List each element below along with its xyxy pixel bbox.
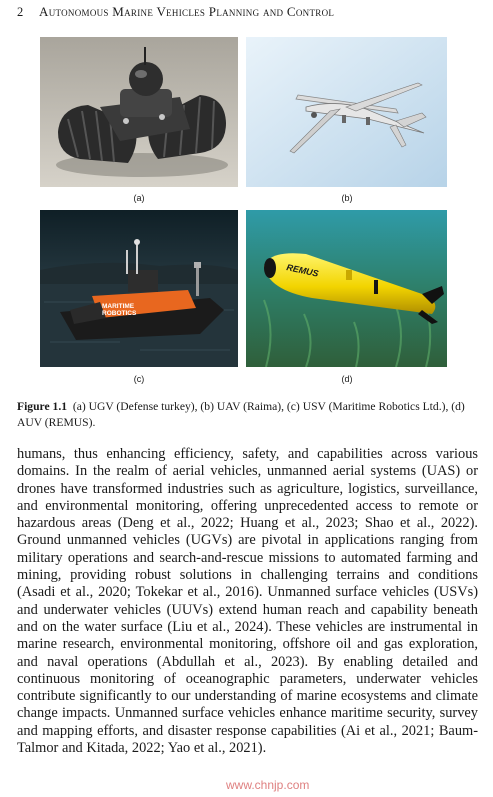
running-header	[17, 4, 334, 20]
boat-text-2: ROBOTICS	[102, 310, 137, 317]
photo-auv	[246, 210, 447, 367]
boat-text-1: MARITIME	[102, 303, 135, 310]
figure-caption-label: Figure 1.1	[17, 400, 68, 413]
auv-hull-text: REMUS	[285, 262, 320, 279]
watermark: www.chnjp.com	[226, 778, 310, 792]
photo-ugv	[40, 37, 238, 187]
running-title: Autonomous Marine Vehicles Planning and Control	[39, 4, 335, 19]
panel-c-label: (c)	[133, 374, 145, 384]
panel-a-label: (a)	[133, 193, 145, 203]
photo-uav	[246, 37, 447, 187]
body-paragraph: humans, thus enhancing efficiency, safety, and capabilities across various domains. In the realm of aerial vehicles, unmanned aerial systems (UAS) or drones have transformed industries such as agriculture, logistics, surveillance, and environmental monitoring, offering unprecedented access to remote or hazardous areas (Deng et al., 2022; Huang et al., 2023; Shao et al., 2022). Ground unmanned vehicles (UGVs) are pivotal in applications ranging from military operations and search-and-rescue missions to automated farming and mining, providing robust solutions in challenging terrains and conditions (Asadi et al., 2020; Tokekar et al., 2016). Unmanned surface vehicles (USVs) and underwater vehicles (UUVs) extend human reach and capability beneath and on the water surface (Liu et al., 2024). These vehicles are instrumental in marine research, environmental monitoring, offshore oil and gas exploration, and naval operations (Abdullah et al., 2023). By enabling detailed and continuous monitoring of oceanographic parameters, underwater vehicles contribute significantly to our understanding of marine ecosystems and climate change impacts. Unmanned surface vehicles enhance maritime security, survey and mapping efforts, and disaster response capabilities (Ai et al., 2021; Baum-Talmor and Kitada, 2022; Yao et al., 2021).	[17, 446, 478, 757]
panel-d-label: (d)	[341, 374, 353, 384]
body-text	[17, 446, 478, 757]
panel-b-label: (b)	[341, 193, 353, 203]
page-number: 2	[17, 5, 24, 19]
photo-usv	[40, 210, 238, 367]
figure-caption	[17, 399, 479, 431]
figure-caption-text: (a) UGV (Defense turkey), (b) UAV (Raima), (c) USV (Maritime Robotics Ltd.), (d) AUV (REMUS).	[17, 400, 465, 429]
